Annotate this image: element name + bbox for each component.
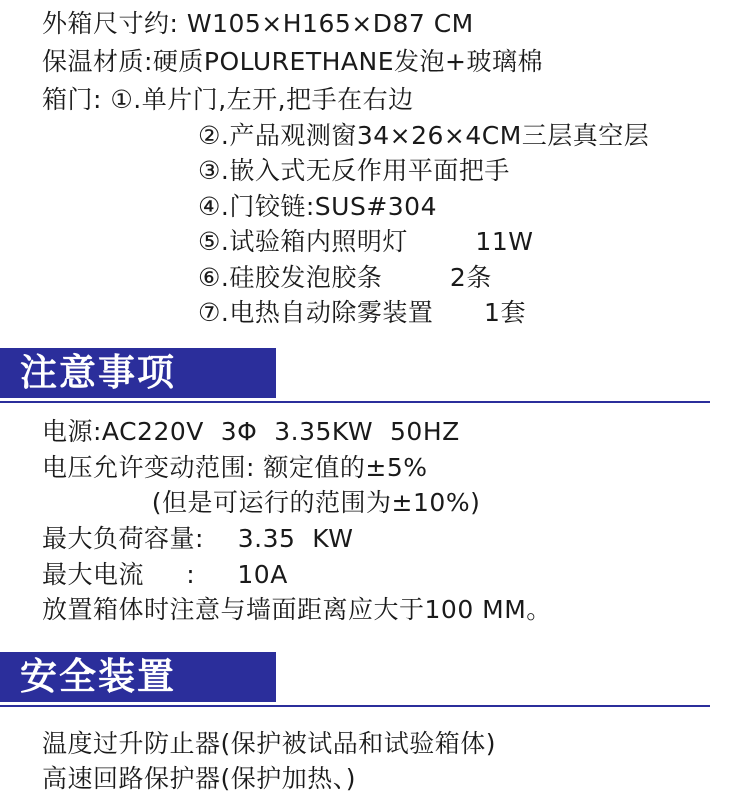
spec-dimensions: 外箱尺寸约: W105×H165×D87 CM — [42, 9, 474, 38]
door-item: ⑦.电热自动除雾装置 1套 — [198, 298, 526, 327]
notes-line: 放置箱体时注意与墙面距离应大于100 MM。 — [42, 595, 552, 624]
spec-insulation: 保温材质:硬质POLURETHANE发泡+玻璃棉 — [42, 47, 543, 76]
notes-line: 最大负荷容量: 3.35 KW — [42, 524, 354, 553]
safety-heading: 安全装置 — [20, 655, 176, 698]
notes-line: 最大电流 : 10A — [42, 560, 288, 589]
door-item: ③.嵌入式无反作用平面把手 — [198, 156, 510, 185]
notes-line: 电源:AC220V 3Φ 3.35KW 50HZ — [42, 417, 460, 446]
door-item: ⑥.硅胶发泡胶条 2条 — [198, 263, 492, 292]
door-item: ④.门铰链:SUS#304 — [198, 192, 437, 221]
notes-heading-banner — [0, 348, 276, 398]
notes-line: 电压允许变动范围: 额定值的±5% — [42, 453, 428, 482]
door-item: ②.产品观测窗34×26×4CM三层真空层 — [198, 121, 650, 150]
safety-heading-banner — [0, 652, 276, 702]
spec-door-label: 箱门: ①.单片门,左开,把手在右边 — [42, 85, 414, 114]
safety-line: 温度过升防止器(保护被试品和试验箱体) — [42, 729, 497, 758]
safety-line: 高速回路保护器(保护加热、) — [42, 764, 357, 793]
safety-divider — [0, 705, 710, 707]
notes-line: (但是可运行的范围为±10%) — [42, 488, 481, 517]
notes-heading: 注意事项 — [20, 351, 176, 394]
notes-divider — [0, 401, 710, 403]
door-item: ⑤.试验箱内照明灯 11W — [198, 227, 534, 256]
